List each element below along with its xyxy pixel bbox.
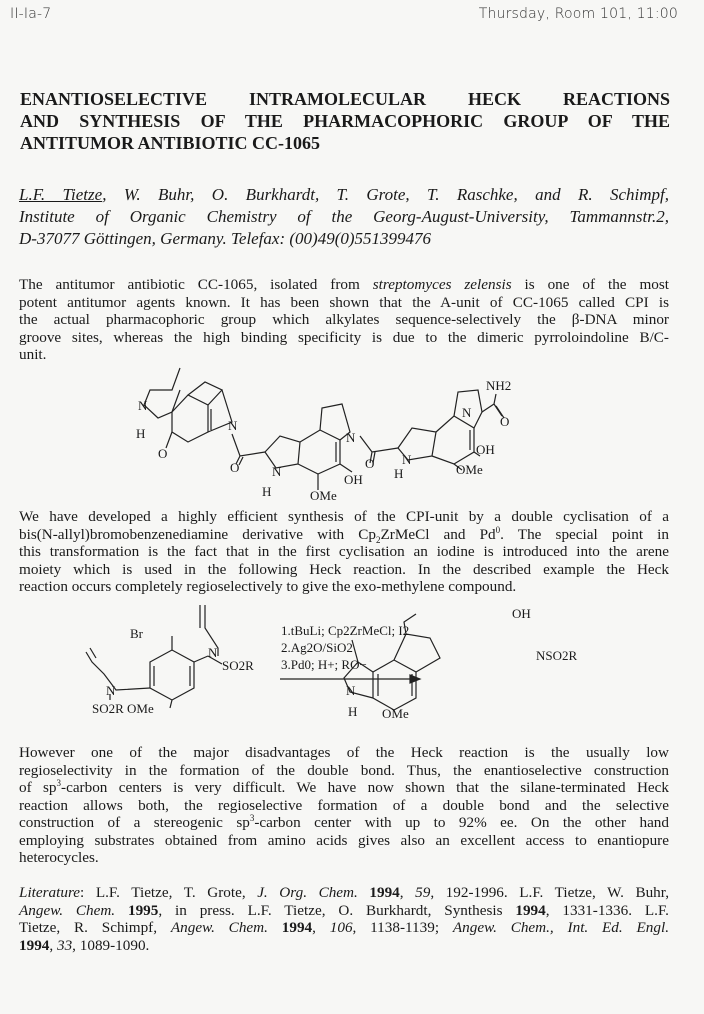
text-line: [19, 919, 669, 937]
paragraph-heck-selectivity: [19, 744, 669, 867]
text-line: [19, 849, 669, 867]
text-run: [268, 919, 282, 936]
text-run: regioselectivity in the formation of the double bond. Thus, the enantioselective construction: [19, 761, 669, 779]
label-n: N: [138, 398, 148, 413]
text-line: [19, 561, 669, 579]
text-run: L.F. Tietze: [19, 185, 103, 204]
session-code: II-Ia-7: [10, 6, 52, 22]
label-o: O: [158, 446, 168, 461]
text-run: ,: [312, 919, 330, 936]
reagent-step-3: 3.Pd0; H+; RO−: [281, 657, 367, 672]
text-run: streptomyces zelensis: [372, 276, 512, 293]
text-run: groove sites, whereas the high binding specificity is due to the dimeric pyrroloindoline B/C-: [19, 328, 669, 346]
label-br: Br: [130, 626, 143, 641]
label-oh: OH: [344, 472, 363, 487]
text-run: 3: [249, 812, 255, 823]
text-run: The antitumor antibiotic CC-1065, isolated from: [19, 276, 373, 293]
text-run: , 1331-1336. L.F.: [545, 901, 669, 919]
text-run: employing substrates obtained from amino acids gives also an excellent access to enantiopure: [19, 831, 669, 849]
text-run: Angew. Chem., Int. Ed. Engl.: [452, 919, 670, 936]
text-line: [19, 276, 669, 294]
reagent-step-2: 2.Ag2O/SiO2: [281, 640, 353, 655]
text-run: is one of the most: [511, 276, 669, 293]
label-n: N: [208, 645, 218, 660]
paragraph-intro: [19, 276, 669, 364]
authors-affiliation: [19, 184, 669, 250]
label-oh: OH: [512, 606, 531, 621]
text-run: Literature: [19, 884, 81, 901]
text-run: , 1089-1090.: [72, 936, 150, 954]
label-ome: OMe: [456, 462, 483, 477]
structure-bonds: [144, 368, 504, 490]
text-run: D-37077 Göttingen, Germany. Telefax: (00)49(0)551399476: [19, 229, 432, 248]
text-run: . The special point in: [500, 525, 669, 543]
text-line: [19, 294, 669, 312]
scheme-bonds: [86, 605, 440, 710]
text-line: [19, 797, 669, 815]
title-line: ENANTIOSELECTIVE INTRAMOLECULAR HECK REACTIONS: [20, 89, 670, 109]
reagent-step-1: 1.tBuLi; Cp2ZrMeCl; I2: [281, 623, 410, 638]
document-title: [20, 88, 670, 154]
label-o: O: [365, 456, 375, 471]
label-nh2: NH2: [486, 378, 512, 393]
text-run: ,: [49, 936, 57, 954]
text-run: 3: [56, 777, 62, 788]
label-so2r-ome: SO2R OMe: [92, 701, 154, 716]
label-n: N: [272, 464, 282, 479]
text-run: -carbon centers is very difficult. We have now shown that the silane-terminated Heck: [61, 779, 670, 796]
text-run: bis(N-allyl)bromobenzenediamine derivative with Cp: [19, 525, 376, 543]
label-so2r: SO2R: [222, 658, 254, 673]
text-run: Tietze, R. Schimpf,: [19, 919, 171, 936]
text-run: ,: [399, 884, 416, 901]
text-line: [19, 902, 669, 920]
text-run: [115, 902, 128, 919]
text-run: 1994: [369, 884, 400, 901]
text-run: 0: [495, 524, 501, 535]
text-run: 1994: [281, 919, 313, 936]
label-n: N: [462, 405, 472, 420]
text-run: potent antitumor agents known. It has been shown that the A-unit of CC-1065 called CPI is: [19, 293, 669, 311]
text-line: [19, 228, 669, 250]
text-run: 1994: [515, 901, 546, 919]
session-time-room: Thursday, Room 101, 11:00: [478, 6, 678, 22]
text-line: [19, 884, 669, 902]
text-run: , W. Buhr, O. Burkhardt, T. Grote, T. Raschke, and R. Schimpf,: [102, 185, 670, 204]
text-line: [19, 508, 669, 526]
label-o: O: [230, 460, 240, 475]
text-line: [19, 311, 669, 329]
text-line: [19, 832, 669, 850]
label-h: H: [394, 466, 404, 481]
label-nso2r: NSO2R: [536, 648, 578, 663]
text-line: [19, 744, 669, 762]
text-run: Angew. Chem.: [170, 919, 268, 936]
text-line: [19, 814, 669, 832]
text-line: [19, 184, 669, 206]
label-h: H: [136, 426, 146, 441]
text-line: [19, 937, 669, 955]
text-run: Institute of Organic Chemistry of the Georg-August-University, Tammannstr.2,: [19, 207, 669, 226]
label-n: N: [346, 683, 356, 698]
title-line: ANTITUMOR ANTIBIOTIC CC-1065: [20, 133, 321, 153]
text-run: unit.: [19, 346, 47, 363]
label-n: N: [402, 452, 412, 467]
text-run: 59: [415, 884, 431, 901]
text-line: [19, 578, 669, 596]
reaction-scheme: [0, 600, 704, 725]
text-run: , 192-1996. L.F. Tietze, W. Buhr,: [430, 884, 670, 901]
label-h: H: [262, 484, 272, 499]
text-run: J. Org. Chem.: [257, 884, 358, 901]
text-line: [19, 526, 669, 544]
text-run: ZrMeCl and Pd: [380, 525, 496, 543]
label-h: H: [348, 704, 358, 719]
text-line: [19, 779, 669, 797]
text-run: , 1138-1139;: [352, 919, 453, 936]
title-line: AND SYNTHESIS OF THE PHARMACOPHORIC GROUP OF THE: [20, 111, 670, 131]
text-line: [19, 206, 669, 228]
text-run: construction of a stereogenic sp: [19, 814, 250, 831]
text-run: heterocycles.: [19, 849, 99, 866]
text-run: reaction occurs completely regioselectively to give the exo-methylene compound.: [19, 578, 517, 595]
label-n: N: [106, 683, 116, 698]
text-run: 1994: [19, 936, 50, 954]
text-run: -carbon center with up to 92% ee. On the other hand: [254, 814, 669, 831]
text-run: Angew. Chem.: [19, 901, 116, 919]
label-ome: OMe: [382, 706, 409, 721]
text-run: [358, 884, 370, 901]
literature-references: [19, 884, 669, 954]
label-n: N: [346, 430, 356, 445]
text-run: We have developed a highly efficient synthesis of the CPI-unit by a double cyclisation of a: [19, 508, 669, 525]
text-run: : L.F. Tietze, T. Grote,: [80, 884, 258, 901]
text-run: moiety which is used in the following Heck reaction. In the described example the Heck: [19, 560, 669, 578]
text-run: 33: [56, 936, 73, 954]
text-run: However one of the major disadvantages of the Heck reaction is the usually low: [19, 744, 669, 761]
text-run: 1995: [127, 901, 159, 919]
text-line: [19, 543, 669, 561]
text-run: reaction allows both, the regioselective formation of a double bond and the selective: [19, 796, 669, 814]
text-run: , in press. L.F. Tietze, O. Burkhardt, Synthesis: [158, 901, 516, 919]
cc1065-structure: [0, 360, 704, 505]
text-run: this transformation is the fact that in the first cyclisation an iodine is introduced into the arene: [19, 543, 669, 560]
label-oh: OH: [476, 442, 495, 457]
text-run: of sp: [19, 779, 57, 796]
label-n: N: [228, 418, 238, 433]
text-line: [19, 762, 669, 780]
text-line: [19, 329, 669, 347]
label-o: O: [500, 414, 510, 429]
label-ome: OMe: [310, 488, 337, 503]
text-run: 2: [376, 534, 381, 545]
text-run: the actual pharmacophoric group which alkylates sequence-selectively the β-DNA minor: [19, 311, 669, 328]
text-run: 106: [329, 919, 353, 936]
paragraph-synthesis: [19, 508, 669, 596]
